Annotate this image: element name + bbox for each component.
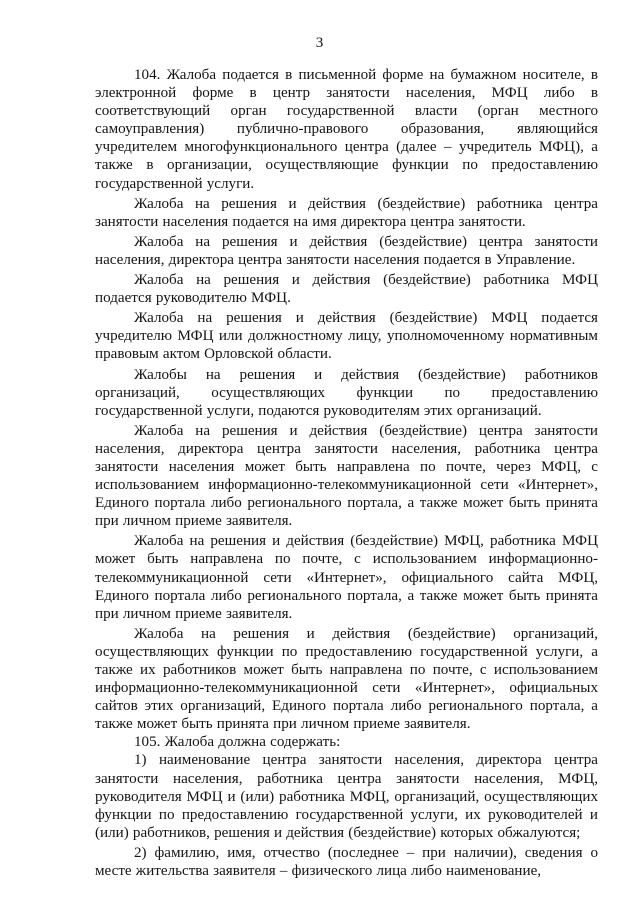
paragraph-submission-center: Жалоба на решения и действия (бездействие) центра занятости населения, директора центра занятости населения, работника центра занятости населения может быть направлена по почте, через МФЦ, с использованием информационно-телекоммуникационной сети «Интернет», Единого портала либо регионального портала, а также может быть принята при личном приеме заявителя. — [95, 422, 598, 530]
paragraph-complaint-mfc: Жалоба на решения и действия (бездействие) МФЦ подается учредителю МФЦ или должностному лицу, уполномоченному нормативным правовым актом Орловской области. — [95, 310, 598, 363]
paragraph-complaint-center-director: Жалоба на решения и действия (бездействие) центра занятости населения, директора центра занятости населения подается в Управление. — [95, 233, 598, 268]
paragraph-105: 105. Жалоба должна содержать: — [134, 734, 341, 751]
paragraph-complaint-employee-center: Жалоба на решения и действия (бездействие) работника центра занятости населения подается на имя директора центра занятости. — [95, 195, 598, 230]
paragraph-complaint-organizations: Жалобы на решения и действия (бездействие) работников организаций, осуществляющих функции по предоставлению государственной услуги, подаются руководителям этих организаций. — [95, 366, 598, 419]
paragraph-104: 104. Жалоба подается в письменной форме на бумажном носителе, в электронной форме в центр занятости населения, МФЦ либо в соответствующий орган государственной власти (орган местного самоуправления) публично-правового образования, являющийся учредителем многофункционального центра (далее – учредитель МФЦ), а также в организации, осуществляющие функции по предоставлению государственной услуги. — [95, 67, 598, 192]
document-body — [95, 66, 598, 880]
paragraph-item-1: 1) наименование центра занятости населения, директора центра занятости населения, работника центра занятости населения, МФЦ, руководителя МФЦ и (или) работника МФЦ, организаций, осуществляющих функции по предоставлению государственной услуги, их руководителей и (или) работников, решения и действия (бездействие) которых обжалуются; — [95, 752, 598, 841]
paragraph-submission-mfc: Жалоба на решения и действия (бездействие) МФЦ, работника МФЦ может быть направлена по почте, с использованием информационно-телекоммуникационной сети «Интернет», официального сайта МФЦ, Единого портала либо регионального портала, а также может быть принята при личном приеме заявителя. — [95, 533, 598, 622]
paragraph-submission-organizations: Жалоба на решения и действия (бездействие) организаций, осуществляющих функции по предоставлению государственной услуги, а также их работников может быть направлена по почте, с использованием информационно-телекоммуникационной сети «Интернет», официальных сайтов этих организаций, Единого портала либо регионального портала, а также может быть принята при личном приеме заявителя. — [95, 625, 598, 733]
paragraph-complaint-mfc-employee: Жалоба на решения и действия (бездействие) работника МФЦ подается руководителю МФЦ. — [95, 272, 598, 307]
page-number: 3 — [315, 35, 324, 51]
paragraph-item-2: 2) фамилию, имя, отчество (последнее – при наличии), сведения о месте жительства заявителя – физического лица либо наименование, — [95, 844, 598, 880]
